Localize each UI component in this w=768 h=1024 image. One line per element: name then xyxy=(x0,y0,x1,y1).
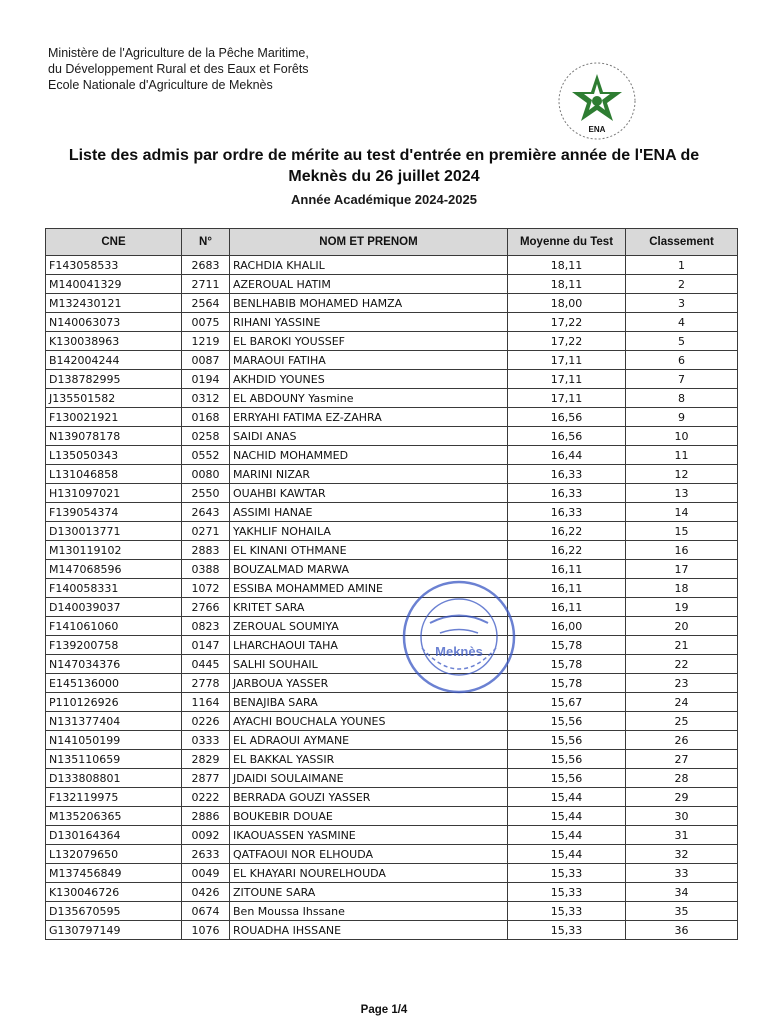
cell-rank: 4 xyxy=(626,313,738,332)
cell-rank: 14 xyxy=(626,503,738,522)
cell-name: JARBOUA YASSER xyxy=(230,674,508,693)
table-row xyxy=(46,275,738,294)
cell-cne: D130164364 xyxy=(46,826,182,845)
cell-cne: N147034376 xyxy=(46,655,182,674)
cell-average: 15,33 xyxy=(508,921,626,940)
cell-rank: 23 xyxy=(626,674,738,693)
cell-average: 18,11 xyxy=(508,275,626,294)
cell-name: EL KHAYARI NOURELHOUDA xyxy=(230,864,508,883)
cell-name: ERRYAHI FATIMA EZ-ZAHRA xyxy=(230,408,508,427)
cell-cne: E145136000 xyxy=(46,674,182,693)
cell-name: AYACHI BOUCHALA YOUNES xyxy=(230,712,508,731)
cell-rank: 32 xyxy=(626,845,738,864)
table-row xyxy=(46,902,738,921)
cell-average: 17,11 xyxy=(508,389,626,408)
cell-cne: F139200758 xyxy=(46,636,182,655)
cell-average: 15,56 xyxy=(508,712,626,731)
table-row xyxy=(46,332,738,351)
cell-name: KRITET SARA xyxy=(230,598,508,617)
cell-rank: 10 xyxy=(626,427,738,446)
table-row xyxy=(46,636,738,655)
cell-rank: 33 xyxy=(626,864,738,883)
table-row xyxy=(46,351,738,370)
cell-number: 2883 xyxy=(182,541,230,560)
table-row xyxy=(46,712,738,731)
cell-rank: 13 xyxy=(626,484,738,503)
cell-number: 0049 xyxy=(182,864,230,883)
cell-average: 15,56 xyxy=(508,731,626,750)
header-name: NOM ET PRENOM xyxy=(230,229,508,256)
cell-cne: M140041329 xyxy=(46,275,182,294)
table-row xyxy=(46,579,738,598)
cell-average: 16,11 xyxy=(508,560,626,579)
table-row xyxy=(46,845,738,864)
cell-cne: M147068596 xyxy=(46,560,182,579)
table-row xyxy=(46,769,738,788)
cell-rank: 5 xyxy=(626,332,738,351)
cell-number: 0168 xyxy=(182,408,230,427)
cell-cne: M132430121 xyxy=(46,294,182,313)
table-row xyxy=(46,826,738,845)
cell-name: ZEROUAL SOUMIYA xyxy=(230,617,508,636)
cell-cne: F130021921 xyxy=(46,408,182,427)
cell-number: 1072 xyxy=(182,579,230,598)
cell-name: ESSIBA MOHAMMED AMINE xyxy=(230,579,508,598)
cell-name: IKAOUASSEN YASMINE xyxy=(230,826,508,845)
cell-number: 2633 xyxy=(182,845,230,864)
table-row xyxy=(46,560,738,579)
cell-number: 0388 xyxy=(182,560,230,579)
header-cne: CNE xyxy=(46,229,182,256)
cell-number: 2683 xyxy=(182,256,230,275)
cell-rank: 29 xyxy=(626,788,738,807)
table-row xyxy=(46,731,738,750)
cell-name: QATFAOUI NOR ELHOUDA xyxy=(230,845,508,864)
cell-number: 1164 xyxy=(182,693,230,712)
ministry-line-1: Ministère de l'Agriculture de la Pêche Maritime, xyxy=(48,46,309,60)
cell-average: 17,11 xyxy=(508,351,626,370)
cell-average: 16,33 xyxy=(508,484,626,503)
cell-name: RIHANI YASSINE xyxy=(230,313,508,332)
cell-number: 0080 xyxy=(182,465,230,484)
cell-cne: L131046858 xyxy=(46,465,182,484)
academic-year: Année Académique 2024-2025 xyxy=(291,192,477,207)
cell-name: NACHID MOHAMMED xyxy=(230,446,508,465)
page-title xyxy=(0,145,768,187)
table-row xyxy=(46,256,738,275)
table-row xyxy=(46,674,738,693)
cell-rank: 30 xyxy=(626,807,738,826)
table-row xyxy=(46,465,738,484)
cell-cne: F132119975 xyxy=(46,788,182,807)
cell-number: 2886 xyxy=(182,807,230,826)
cell-rank: 24 xyxy=(626,693,738,712)
cell-average: 16,00 xyxy=(508,617,626,636)
cell-average: 17,22 xyxy=(508,332,626,351)
cell-average: 15,67 xyxy=(508,693,626,712)
cell-number: 0194 xyxy=(182,370,230,389)
cell-name: SAIDI ANAS xyxy=(230,427,508,446)
table-row xyxy=(46,655,738,674)
cell-cne: D133808801 xyxy=(46,769,182,788)
table-row xyxy=(46,370,738,389)
cell-cne: B142004244 xyxy=(46,351,182,370)
cell-average: 16,56 xyxy=(508,427,626,446)
star-emblem-icon xyxy=(556,60,638,142)
cell-cne: L132079650 xyxy=(46,845,182,864)
cell-number: 0147 xyxy=(182,636,230,655)
cell-rank: 28 xyxy=(626,769,738,788)
cell-cne: D130013771 xyxy=(46,522,182,541)
cell-number: 0333 xyxy=(182,731,230,750)
table-row xyxy=(46,864,738,883)
cell-name: AZEROUAL HATIM xyxy=(230,275,508,294)
cell-number: 0258 xyxy=(182,427,230,446)
cell-average: 15,33 xyxy=(508,902,626,921)
cell-cne: D138782995 xyxy=(46,370,182,389)
cell-number: 2778 xyxy=(182,674,230,693)
cell-number: 2877 xyxy=(182,769,230,788)
cell-number: 0552 xyxy=(182,446,230,465)
cell-name: YAKHLIF NOHAILA xyxy=(230,522,508,541)
cell-number: 0222 xyxy=(182,788,230,807)
cell-cne: L135050343 xyxy=(46,446,182,465)
cell-cne: F143058533 xyxy=(46,256,182,275)
school-name: Ecole Nationale d'Agriculture de Meknès xyxy=(48,78,273,92)
cell-name: BENLHABIB MOHAMED HAMZA xyxy=(230,294,508,313)
cell-number: 2564 xyxy=(182,294,230,313)
cell-name: ASSIMI HANAE xyxy=(230,503,508,522)
cell-name: JDAIDI SOULAIMANE xyxy=(230,769,508,788)
cell-cne: G130797149 xyxy=(46,921,182,940)
cell-number: 0445 xyxy=(182,655,230,674)
cell-name: BOUKEBIR DOUAE xyxy=(230,807,508,826)
cell-cne: F140058331 xyxy=(46,579,182,598)
cell-rank: 8 xyxy=(626,389,738,408)
table-header-row xyxy=(46,229,738,256)
table-row xyxy=(46,693,738,712)
table-row xyxy=(46,541,738,560)
cell-name: BOUZALMAD MARWA xyxy=(230,560,508,579)
cell-name: AKHDID YOUNES xyxy=(230,370,508,389)
cell-rank: 12 xyxy=(626,465,738,484)
cell-rank: 26 xyxy=(626,731,738,750)
ministry-line-2: du Développement Rural et des Eaux et Forêts xyxy=(48,62,309,76)
table-row xyxy=(46,921,738,940)
title-line-2: Meknès du 26 juillet 2024 xyxy=(288,168,480,185)
cell-cne: D140039037 xyxy=(46,598,182,617)
cell-average: 15,44 xyxy=(508,807,626,826)
cell-name: OUAHBI KAWTAR xyxy=(230,484,508,503)
cell-average: 16,22 xyxy=(508,522,626,541)
cell-cne: D135670595 xyxy=(46,902,182,921)
page-number: Page 1/4 xyxy=(360,1004,408,1016)
cell-average: 18,11 xyxy=(508,256,626,275)
table-row xyxy=(46,598,738,617)
cell-rank: 16 xyxy=(626,541,738,560)
cell-rank: 34 xyxy=(626,883,738,902)
table-row xyxy=(46,750,738,769)
cell-average: 16,33 xyxy=(508,503,626,522)
cell-rank: 31 xyxy=(626,826,738,845)
cell-rank: 7 xyxy=(626,370,738,389)
cell-name: ZITOUNE SARA xyxy=(230,883,508,902)
cell-average: 16,11 xyxy=(508,579,626,598)
cell-average: 16,44 xyxy=(508,446,626,465)
cell-name: BERRADA GOUZI YASSER xyxy=(230,788,508,807)
cell-name: RACHDIA KHALIL xyxy=(230,256,508,275)
cell-name: Ben Moussa Ihssane xyxy=(230,902,508,921)
cell-rank: 22 xyxy=(626,655,738,674)
cell-name: EL ABDOUNY Yasmine xyxy=(230,389,508,408)
cell-rank: 25 xyxy=(626,712,738,731)
cell-average: 16,11 xyxy=(508,598,626,617)
cell-rank: 17 xyxy=(626,560,738,579)
ministry-header xyxy=(48,45,309,93)
cell-number: 2711 xyxy=(182,275,230,294)
cell-cne: F139054374 xyxy=(46,503,182,522)
cell-rank: 19 xyxy=(626,598,738,617)
table-row xyxy=(46,883,738,902)
cell-cne: M130119102 xyxy=(46,541,182,560)
cell-rank: 1 xyxy=(626,256,738,275)
cell-cne: K130038963 xyxy=(46,332,182,351)
cell-number: 0823 xyxy=(182,617,230,636)
cell-rank: 9 xyxy=(626,408,738,427)
cell-cne: N139078178 xyxy=(46,427,182,446)
cell-number: 2766 xyxy=(182,598,230,617)
cell-average: 15,44 xyxy=(508,788,626,807)
cell-name: LHARCHAOUI TAHA xyxy=(230,636,508,655)
table-row xyxy=(46,807,738,826)
cell-average: 15,78 xyxy=(508,674,626,693)
cell-number: 0226 xyxy=(182,712,230,731)
cell-cne: H131097021 xyxy=(46,484,182,503)
cell-name: SALHI SOUHAIL xyxy=(230,655,508,674)
cell-number: 2643 xyxy=(182,503,230,522)
cell-average: 15,56 xyxy=(508,769,626,788)
cell-average: 15,78 xyxy=(508,655,626,674)
table-row xyxy=(46,484,738,503)
cell-name: EL KINANI OTHMANE xyxy=(230,541,508,560)
cell-rank: 20 xyxy=(626,617,738,636)
cell-cne: J135501582 xyxy=(46,389,182,408)
cell-average: 18,00 xyxy=(508,294,626,313)
cell-name: EL BAKKAL YASSIR xyxy=(230,750,508,769)
cell-number: 0092 xyxy=(182,826,230,845)
cell-number: 2829 xyxy=(182,750,230,769)
header-rank: Classement xyxy=(626,229,738,256)
cell-name: EL BAROKI YOUSSEF xyxy=(230,332,508,351)
cell-name: ROUADHA IHSSANE xyxy=(230,921,508,940)
cell-number: 0087 xyxy=(182,351,230,370)
cell-rank: 35 xyxy=(626,902,738,921)
table-row xyxy=(46,294,738,313)
cell-average: 17,22 xyxy=(508,313,626,332)
cell-rank: 18 xyxy=(626,579,738,598)
cell-number: 0075 xyxy=(182,313,230,332)
cell-average: 15,33 xyxy=(508,864,626,883)
header-average: Moyenne du Test xyxy=(508,229,626,256)
cell-number: 1219 xyxy=(182,332,230,351)
cell-average: 16,22 xyxy=(508,541,626,560)
cell-name: BENAJIBA SARA xyxy=(230,693,508,712)
cell-average: 16,33 xyxy=(508,465,626,484)
cell-cne: N140063073 xyxy=(46,313,182,332)
table-row xyxy=(46,446,738,465)
cell-average: 15,78 xyxy=(508,636,626,655)
cell-rank: 36 xyxy=(626,921,738,940)
cell-average: 17,11 xyxy=(508,370,626,389)
cell-rank: 6 xyxy=(626,351,738,370)
cell-number: 2550 xyxy=(182,484,230,503)
cell-average: 15,56 xyxy=(508,750,626,769)
cell-average: 15,44 xyxy=(508,845,626,864)
cell-cne: P110126926 xyxy=(46,693,182,712)
cell-rank: 3 xyxy=(626,294,738,313)
table-row xyxy=(46,522,738,541)
cell-cne: N141050199 xyxy=(46,731,182,750)
table-row xyxy=(46,788,738,807)
cell-cne: N135110659 xyxy=(46,750,182,769)
cell-cne: K130046726 xyxy=(46,883,182,902)
cell-rank: 21 xyxy=(626,636,738,655)
cell-cne: M135206365 xyxy=(46,807,182,826)
cell-cne: M137456849 xyxy=(46,864,182,883)
cell-number: 0271 xyxy=(182,522,230,541)
table-row xyxy=(46,503,738,522)
cell-rank: 11 xyxy=(626,446,738,465)
cell-average: 16,56 xyxy=(508,408,626,427)
table-row xyxy=(46,427,738,446)
cell-average: 15,44 xyxy=(508,826,626,845)
cell-number: 0312 xyxy=(182,389,230,408)
cell-cne: N131377404 xyxy=(46,712,182,731)
cell-name: MARINI NIZAR xyxy=(230,465,508,484)
cell-rank: 27 xyxy=(626,750,738,769)
header-number: N° xyxy=(182,229,230,256)
table-row xyxy=(46,617,738,636)
stamp-text: Meknès xyxy=(435,644,483,659)
cell-number: 0426 xyxy=(182,883,230,902)
cell-number: 1076 xyxy=(182,921,230,940)
cell-average: 15,33 xyxy=(508,883,626,902)
table-row xyxy=(46,408,738,427)
results-table xyxy=(45,228,738,940)
cell-cne: F141061060 xyxy=(46,617,182,636)
cell-name: MARAOUI FATIHA xyxy=(230,351,508,370)
table-row xyxy=(46,313,738,332)
cell-name: EL ADRAOUI AYMANE xyxy=(230,731,508,750)
logo-text: ENA xyxy=(588,125,606,134)
cell-rank: 15 xyxy=(626,522,738,541)
cell-number: 0674 xyxy=(182,902,230,921)
table-row xyxy=(46,389,738,408)
cell-rank: 2 xyxy=(626,275,738,294)
title-line-1: Liste des admis par ordre de mérite au test d'entrée en première année de l'ENA de xyxy=(68,147,700,164)
